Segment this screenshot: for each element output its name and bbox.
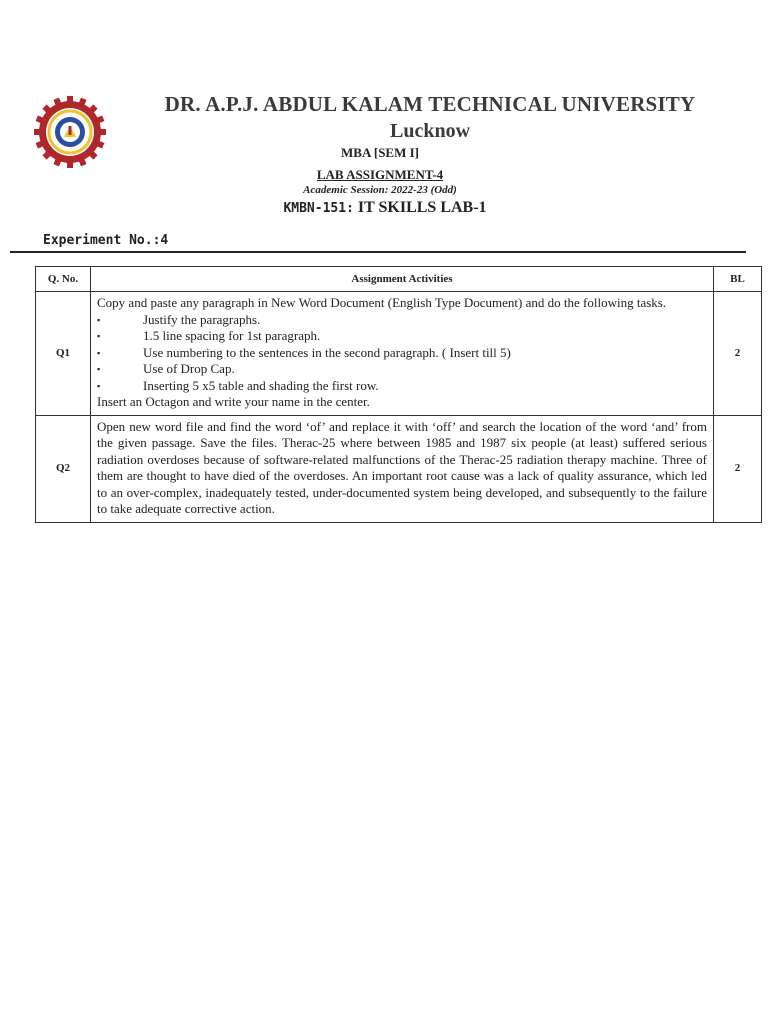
bloom-level: 2 (714, 292, 762, 416)
bullet-icon: ▪ (97, 380, 101, 391)
bullet-icon: ▪ (97, 364, 101, 374)
list-item (97, 328, 707, 345)
task-text: Use of Drop Cap. (143, 361, 235, 376)
list-item (97, 361, 707, 378)
header-divider (10, 251, 746, 253)
university-logo (34, 96, 106, 168)
program-label: MBA [SEM I] (341, 145, 419, 160)
course-code: KMBN-151 (283, 201, 347, 216)
header-qno: Q. No. (36, 267, 91, 292)
task-text: Justify the paragraphs. (143, 311, 261, 327)
bullet-icon: ▪ (97, 331, 101, 341)
list-item (97, 378, 707, 395)
academic-session: Academic Session: 2022-23 (Odd) (303, 184, 457, 196)
task-text: Use numbering to the sentences in the second paragraph. ( Insert till 5) (143, 344, 511, 360)
experiment-number: Experiment No.:4 (43, 233, 169, 248)
assignment-table (35, 266, 762, 523)
task-list (97, 312, 707, 395)
bullet-icon: ▪ (97, 347, 101, 358)
activity-intro: Copy and paste any paragraph in New Word Document (English Type Document) and do the following tasks. (97, 295, 667, 310)
table-header-row (36, 267, 762, 292)
course-separator: : (346, 201, 354, 216)
table-row (36, 415, 762, 522)
task-text: 1.5 line spacing for 1st paragraph. (143, 328, 321, 343)
question-number: Q2 (36, 415, 91, 522)
activity-outro: Insert an Octagon and write your name in the center. (97, 394, 370, 409)
question-activity: Open new word file and find the word ‘of’ and replace it with ‘off’ and search the location of the word ‘and’ from the given passage. Save the files. Therac-25 where between 1985 and 1987 six people (at least) suffered serious radiation overdoses because of software-related malfunctions of the Therac-25 radiation therapy machine. Three of them are thought to have died of the overdoses. An important root cause was a lack of quality assurance, which led to an over-complex, inadequately tested, under-documented system being developed, and subsequently to the failure to take adequate corrective action. (91, 415, 714, 522)
university-city: Lucknow (389, 120, 471, 142)
university-name: DR. A.P.J. ABDUL KALAM TECHNICAL UNIVERSITY (164, 92, 696, 116)
lab-assignment-title: LAB ASSIGNMENT-4 (316, 167, 444, 182)
list-item (97, 312, 707, 329)
header-bl: BL (714, 267, 762, 292)
table-row (36, 292, 762, 416)
bloom-level: 2 (714, 415, 762, 522)
course-title: IT SKILLS LAB-1 (357, 199, 487, 216)
question-activity (91, 292, 714, 416)
question-number: Q1 (36, 292, 91, 416)
header-activities: Assignment Activities (91, 267, 714, 292)
course-heading (200, 199, 570, 217)
bullet-icon: ▪ (97, 314, 101, 325)
list-item (97, 345, 707, 362)
task-text: Inserting 5 x5 table and shading the first row. (143, 377, 379, 393)
